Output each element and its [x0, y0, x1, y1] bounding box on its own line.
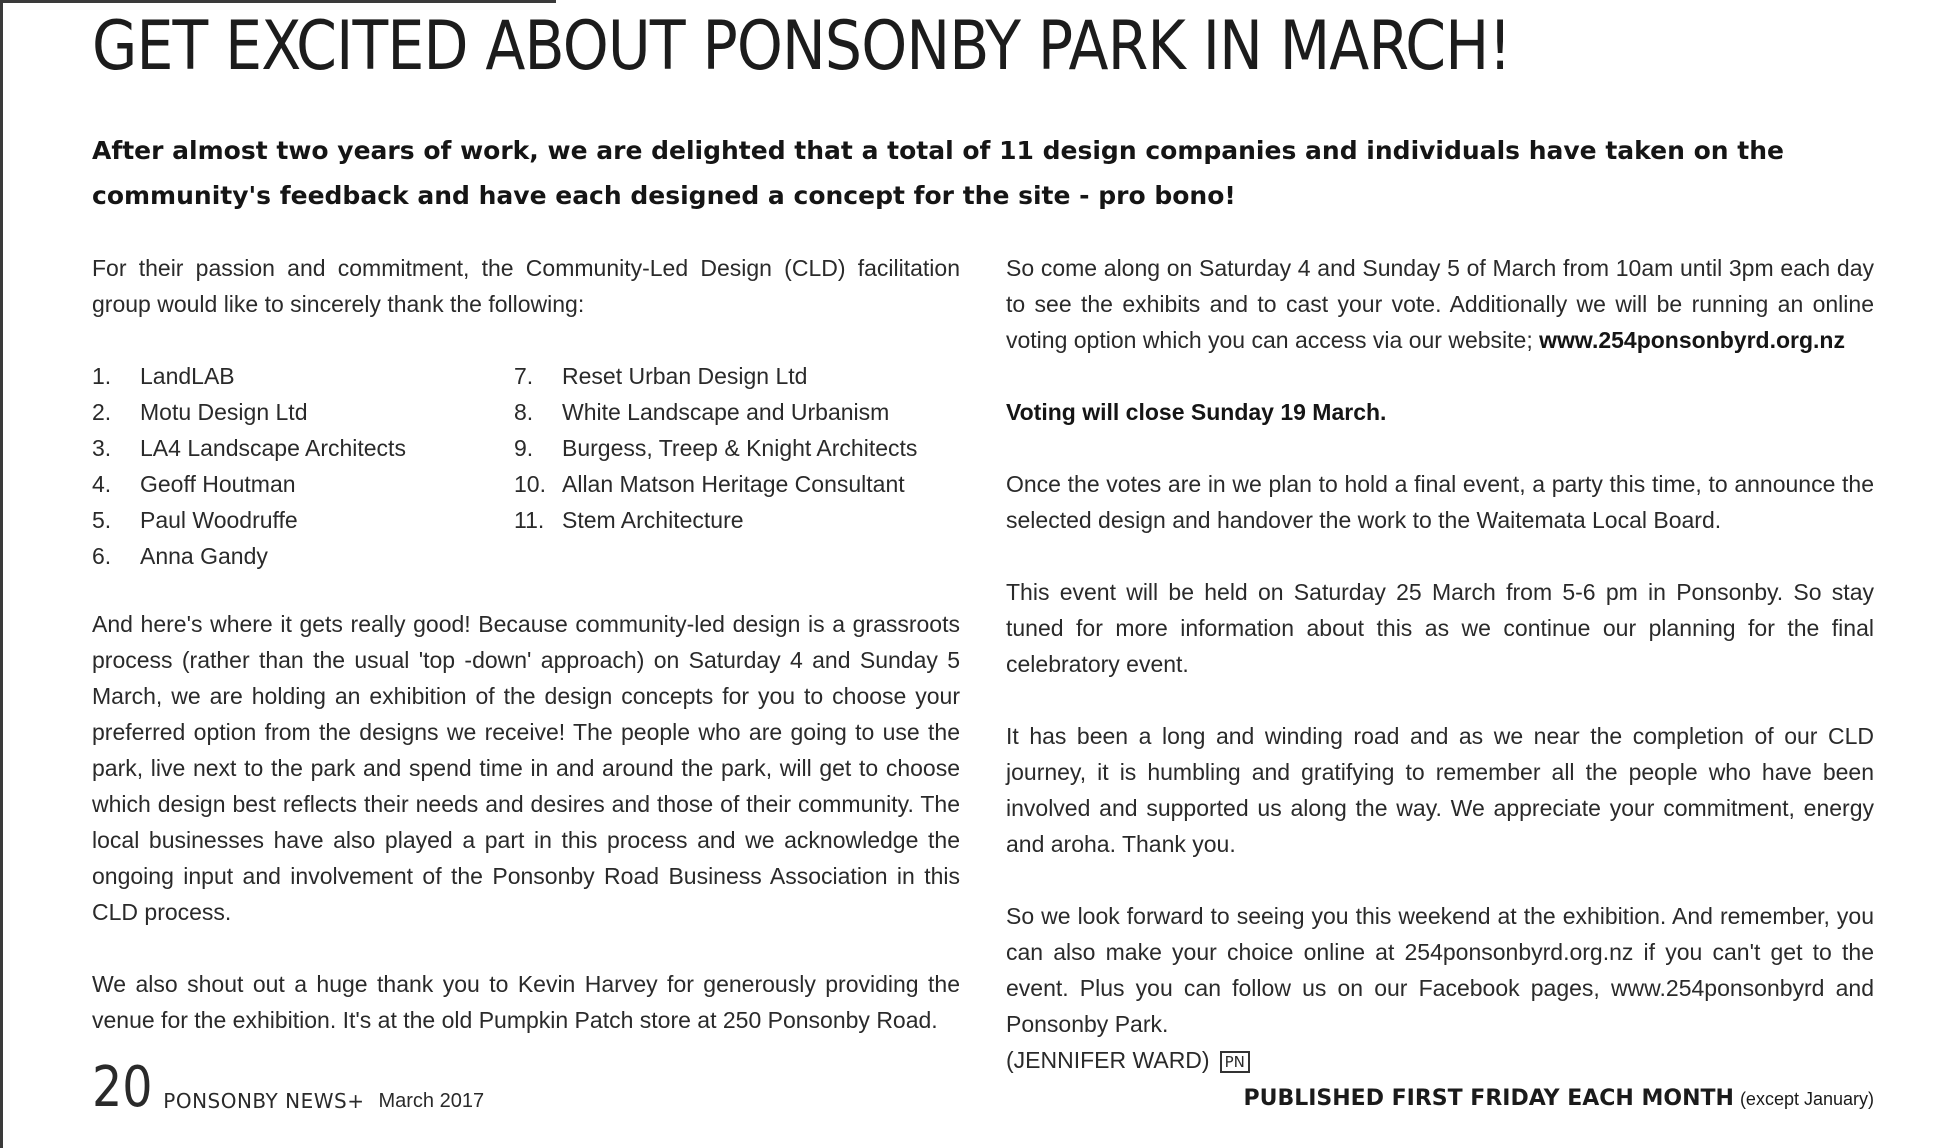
event-date-paragraph: This event will be held on Saturday 25 March from 5-6 pm in Ponsonby. So stay tuned for more information about this as we continue our planning for the final celebratory event.	[1006, 579, 1874, 677]
page-number: 20	[92, 1055, 153, 1120]
issue-date: March 2017	[378, 1090, 485, 1112]
exhibition-paragraph: And here's where it gets really good! Because community-led design is a grassroots process (rather than the usual 'top -down' approach) on Saturday 4 and Sunday 5 March, we are holding an exhibition of the design concepts for you to choose your preferred option from the designs we receive! The people who are going to use the park, live next to the park and spend time in and around the park, will get to choose which design best reflects their needs and desires and those of their community. The local businesses have also played a part in this process and we acknowledge the ongoing input and involvement of the Ponsonby Road Business Association in this CLD process.	[92, 611, 960, 925]
list-item: 11. Stem Architecture	[514, 507, 744, 533]
left-column	[92, 250, 960, 1074]
final-event-paragraph: Once the votes are in we plan to hold a final event, a party this time, to announce the selected design and handover the work to the Waitemata Local Board.	[1006, 471, 1874, 533]
list-item: 10. Allan Matson Heritage Consultant	[514, 471, 905, 497]
list-item: 4. Geoff Houtman	[92, 471, 296, 497]
come-along-paragraph: So come along on Saturday 4 and Sunday 5 of March from 10am until 3pm each day to see the exhibits and to cast your vote. Additionally we will be running an online voting option which you can access via our website; www.254ponsonbyrd.org.nz	[1006, 255, 1874, 353]
voting-close-notice: Voting will close Sunday 19 March.	[1006, 399, 1387, 425]
thanks-list-first	[92, 358, 492, 574]
thank-you-paragraph: It has been a long and winding road and as we near the completion of our CLD journey, it is humbling and gratifying to remember all the people who have been involved and supported us along the way. We appreciate your commitment, energy and aroha. Thank you.	[1006, 723, 1874, 857]
list-item: 5. Paul Woodruffe	[92, 507, 298, 533]
page-border-left	[0, 0, 3, 1148]
publishing-schedule: PUBLISHED FIRST FRIDAY EACH MONTH	[1243, 1086, 1734, 1111]
pn-end-mark-icon: PN	[1220, 1051, 1250, 1073]
list-item: 8. White Landscape and Urbanism	[514, 399, 890, 425]
right-column	[1006, 250, 1874, 1114]
intro-paragraph: For their passion and commitment, the Community-Led Design (CLD) facilitation group would like to sincerely thank the following:	[92, 255, 960, 317]
author-credit: (JENNIFER WARD)	[1006, 1047, 1210, 1073]
list-item: 1. LandLAB	[92, 363, 235, 389]
publication-name: PONSONBY NEWS+	[163, 1089, 365, 1113]
footer-publishing-note	[1243, 1086, 1874, 1111]
closing-paragraph: So we look forward to seeing you this weekend at the exhibition. And remember, you can also make your choice online at 254ponsonbyrd.org.nz if you can't get to the event. Plus you can follow us on our Facebook pages, www.254ponsonbyrd and Ponsonby Park. (JENNIFER WARD) PN	[1006, 903, 1874, 1073]
page-border-top	[0, 0, 556, 3]
list-item: 2. Motu Design Ltd	[92, 399, 308, 425]
publishing-exception: (except January)	[1739, 1089, 1874, 1109]
website-link[interactable]: www.254ponsonbyrd.org.nz	[1539, 327, 1845, 353]
venue-thanks-paragraph: We also shout out a huge thank you to Kevin Harvey for generously providing the venue for the exhibition. It's at the old Pumpkin Patch store at 250 Ponsonby Road.	[92, 971, 960, 1033]
thanks-list	[92, 358, 960, 570]
list-item: 7. Reset Urban Design Ltd	[514, 363, 808, 389]
list-item: 3. LA4 Landscape Architects	[92, 435, 406, 461]
footer-folio	[92, 1055, 485, 1120]
list-item: 9. Burgess, Treep & Knight Architects	[514, 435, 918, 461]
article-lead: After almost two years of work, we are delighted that a total of 11 design companies and individuals have taken on the community's feedback and have each designed a concept for the site - pro bono!	[92, 136, 1784, 210]
thanks-list-second	[514, 358, 954, 538]
list-item: 6. Anna Gandy	[92, 543, 268, 569]
article-title: GET EXCITED ABOUT PONSONBY PARK IN MARCH!	[92, 7, 1511, 86]
